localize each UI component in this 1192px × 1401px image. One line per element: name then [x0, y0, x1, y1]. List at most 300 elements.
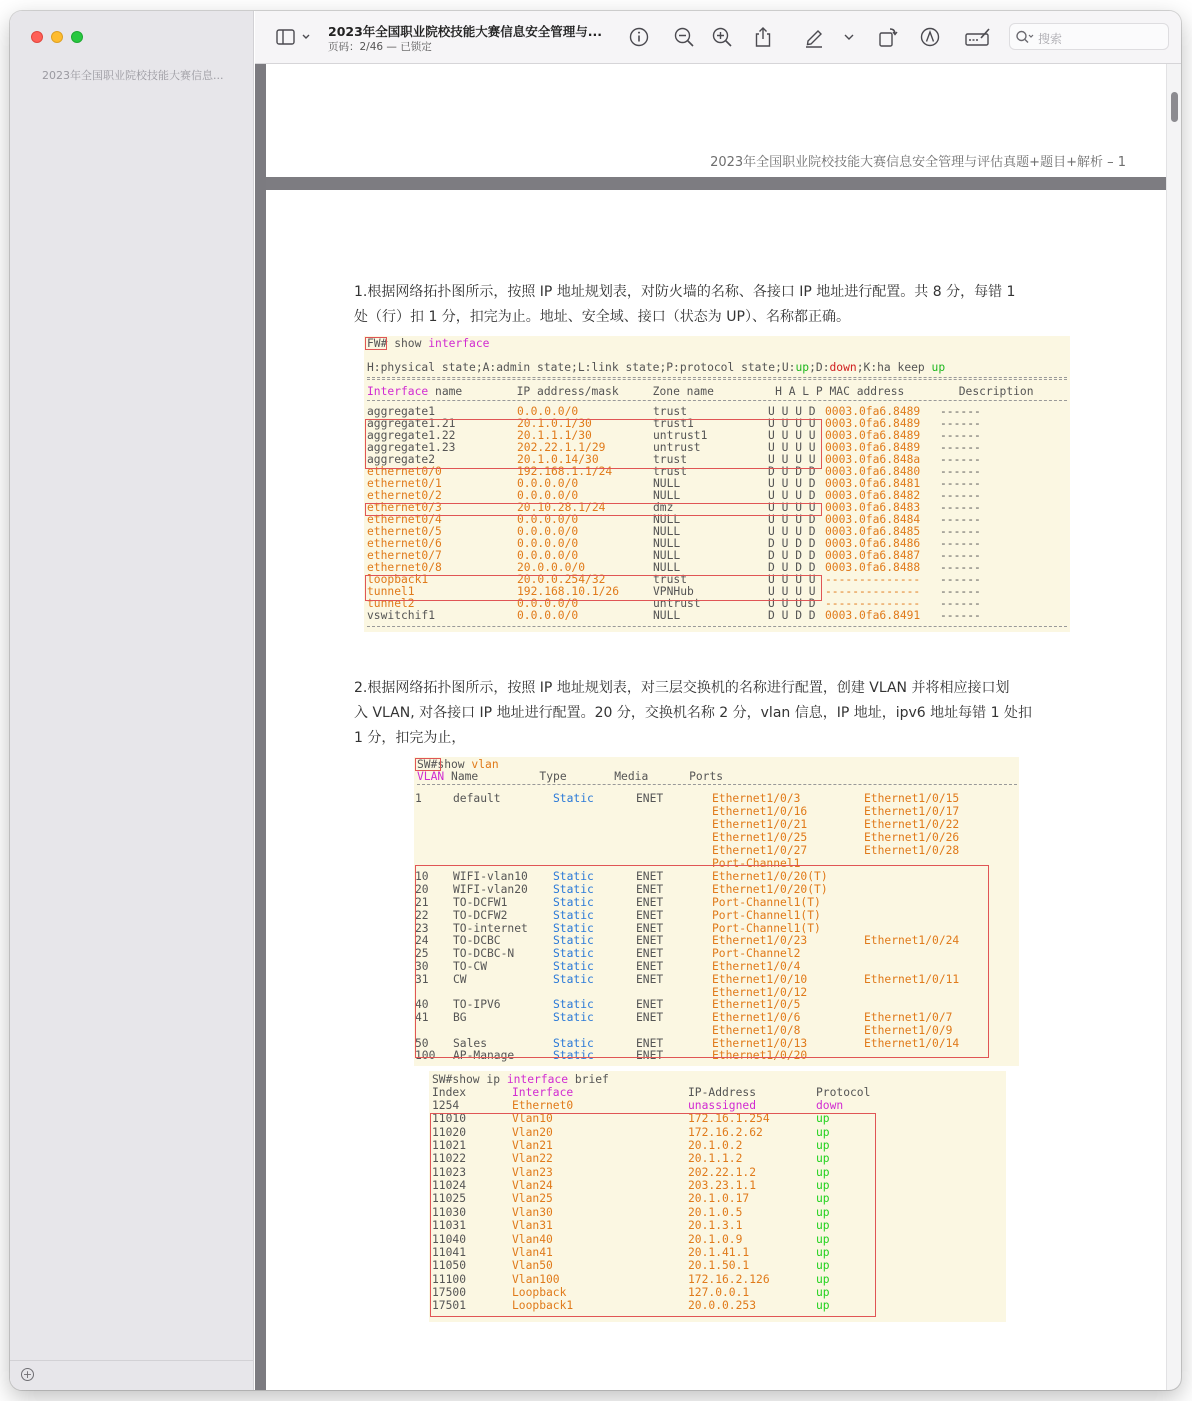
- table-cell: Ethernet1/0/23: [712, 934, 808, 947]
- table-cell: 30: [415, 960, 429, 973]
- table-cell: Port-Channel1: [712, 857, 801, 870]
- page-status: 页码：2/46 — 已锁定: [328, 41, 432, 53]
- fw-header-interface: Interface: [367, 385, 429, 398]
- table-cell: Static: [553, 960, 594, 973]
- table-cell: 172.16.2.62: [688, 1125, 763, 1139]
- table-cell: NULL: [653, 609, 681, 622]
- table-cell: TO-internet: [453, 922, 528, 935]
- table-cell: U U U U: [768, 453, 816, 466]
- table-cell: 20.1.0.17: [688, 1192, 750, 1206]
- table-cell: ethernet0/1: [367, 477, 442, 490]
- table-cell: ENET: [636, 960, 664, 973]
- close-window-button[interactable]: [31, 31, 43, 43]
- ipb-cmd-a: SW#show ip: [432, 1073, 507, 1086]
- table-cell: up: [816, 1259, 830, 1273]
- table-cell: untrust1: [653, 429, 708, 442]
- table-cell: ------: [940, 561, 981, 574]
- table-cell: Ethernet1/0/28: [864, 844, 960, 857]
- table-cell: 23: [415, 922, 429, 935]
- ipb-header-ip: IP-Address: [688, 1086, 757, 1099]
- table-cell: U U U U: [768, 441, 816, 454]
- scrollbar-thumb[interactable]: [1171, 92, 1178, 122]
- table-cell: 0.0.0.0/0: [517, 525, 579, 538]
- table-cell: ethernet0/8: [367, 561, 442, 574]
- table-cell: U U U D: [768, 405, 816, 418]
- table-cell: 31: [415, 973, 429, 986]
- table-cell: 20.10.28.1/24: [517, 501, 606, 514]
- question-2-line-1: 2.根据网络拓扑图所示，按照 IP 地址规划表，对三层交换机的名称进行配置，创建 VLAN 并将相应接口划: [354, 680, 1010, 696]
- table-cell: ------: [940, 441, 981, 454]
- table-cell: ------: [940, 573, 981, 586]
- table-cell: 25: [415, 947, 429, 960]
- table-cell: ENET: [636, 922, 664, 935]
- table-cell: 0.0.0.0/0: [517, 537, 579, 550]
- table-cell: ------: [940, 537, 981, 550]
- table-cell: 0003.0fa6.8489: [825, 405, 921, 418]
- table-cell: CW: [453, 973, 467, 986]
- table-cell: 20.1.3.1: [688, 1219, 743, 1233]
- table-cell: 0.0.0.0/0: [517, 609, 579, 622]
- table-cell: up: [816, 1192, 830, 1206]
- page-footer: 2023年全国职业院校技能大赛信息安全管理与评估真题+题目+解析 – 1: [710, 155, 1126, 170]
- table-cell: WIFI-vlan20: [453, 883, 528, 896]
- table-cell: 0003.0fa6.848a: [825, 453, 921, 466]
- table-cell: 20.1.41.1: [688, 1245, 750, 1259]
- table-cell: ethernet0/5: [367, 525, 442, 538]
- table-cell: down: [816, 1099, 844, 1112]
- table-cell: up: [816, 1299, 830, 1313]
- table-cell: 22: [415, 909, 429, 922]
- table-cell: trust: [653, 573, 688, 586]
- table-cell: D U D D: [768, 561, 816, 574]
- table-cell: Static: [553, 870, 594, 883]
- table-cell: --------------: [825, 597, 921, 610]
- table-cell: Ethernet1/0/5: [712, 998, 801, 1011]
- table-cell: 0003.0fa6.8486: [825, 537, 921, 550]
- table-cell: trust: [653, 453, 688, 466]
- table-cell: AP-Manage: [453, 1049, 515, 1062]
- table-cell: --------------: [825, 585, 921, 598]
- table-cell: ------: [940, 597, 981, 610]
- table-cell: 20.1.1.1/30: [517, 429, 592, 442]
- sign-form-icon[interactable]: [964, 26, 992, 48]
- table-cell: 11023: [432, 1165, 467, 1179]
- table-cell: ENET: [636, 998, 664, 1011]
- table-cell: ENET: [636, 792, 664, 805]
- table-cell: D U D D: [768, 537, 816, 550]
- page-2: [266, 190, 1166, 1390]
- table-cell: dmz: [653, 501, 674, 514]
- table-cell: untrust: [653, 597, 701, 610]
- table-cell: ENET: [636, 896, 664, 909]
- table-cell: 0003.0fa6.8489: [825, 441, 921, 454]
- sidebar-document-item[interactable]: 2023年全国职业院校技能大赛信息...: [42, 69, 224, 82]
- table-cell: unassigned: [688, 1099, 757, 1112]
- highlight-box: [430, 1113, 876, 1317]
- table-cell: aggregate1: [367, 405, 436, 418]
- table-cell: vswitchif1: [367, 609, 436, 622]
- table-cell: Ethernet1/0/21: [712, 818, 808, 831]
- question-2-line-3: 1 分，扣完为止，: [354, 730, 466, 746]
- ipb-header-index: Index: [432, 1086, 467, 1099]
- table-cell: Ethernet1/0/13: [712, 1037, 808, 1050]
- question-1-text: [354, 280, 1074, 330]
- fw-prompt: FW#: [367, 337, 388, 350]
- table-cell: ------: [940, 417, 981, 430]
- zoom-in-icon[interactable]: [711, 26, 733, 48]
- table-cell: 1254: [432, 1099, 460, 1112]
- table-cell: D U D D: [768, 549, 816, 562]
- table-cell: 0003.0fa6.8482: [825, 489, 921, 502]
- table-cell: --------------: [825, 573, 921, 586]
- table-cell: 50: [415, 1037, 429, 1050]
- table-cell: Vlan25: [512, 1192, 553, 1206]
- table-cell: up: [816, 1112, 830, 1126]
- fw-legend-up2: up: [931, 361, 946, 374]
- table-cell: 0.0.0.0/0: [517, 597, 579, 610]
- table-cell: ------: [940, 405, 981, 418]
- table-cell: 20.0.0.0/0: [517, 561, 586, 574]
- document-view[interactable]: [255, 64, 1181, 1390]
- table-cell: 20.1.0.1/30: [517, 417, 592, 430]
- vlan-header-vlan: VLAN: [417, 770, 445, 783]
- table-cell: Port-Channel2: [712, 947, 801, 960]
- table-cell: Ethernet1/0/20: [712, 1049, 808, 1062]
- table-cell: Static: [553, 1037, 594, 1050]
- table-cell: 100: [415, 1049, 436, 1062]
- page-gutter: [255, 64, 266, 1390]
- fw-legend-b: ;D:: [809, 361, 830, 374]
- table-cell: Ethernet1/0/10: [712, 973, 808, 986]
- zoom-out-icon[interactable]: [673, 26, 695, 48]
- table-cell: up: [816, 1125, 830, 1139]
- table-cell: Static: [553, 909, 594, 922]
- rotate-icon[interactable]: [877, 26, 899, 48]
- fw-legend-down: down: [829, 361, 857, 374]
- table-cell: 11020: [432, 1125, 467, 1139]
- highlight-box: [365, 337, 387, 350]
- table-cell: Vlan50: [512, 1259, 553, 1273]
- table-cell: U U U U: [768, 585, 816, 598]
- table-cell: Static: [553, 998, 594, 1011]
- table-cell: Port-Channel1(T): [712, 909, 821, 922]
- table-cell: 11022: [432, 1152, 467, 1166]
- table-cell: 41: [415, 1011, 429, 1024]
- table-cell: untrust: [653, 441, 701, 454]
- table-cell: Vlan20: [512, 1125, 553, 1139]
- table-cell: 11100: [432, 1272, 467, 1286]
- table-cell: trust: [653, 465, 688, 478]
- vlan-header: [417, 771, 723, 783]
- table-cell: NULL: [653, 513, 681, 526]
- table-cell: Sales: [453, 1037, 488, 1050]
- table-cell: trust1: [653, 417, 694, 430]
- fw-cmd-interface: interface: [428, 337, 490, 350]
- page-separator: [266, 177, 1166, 190]
- table-cell: 17501: [432, 1299, 467, 1313]
- table-cell: Ethernet1/0/17: [864, 805, 960, 818]
- table-cell: BG: [453, 1011, 467, 1024]
- table-cell: ------: [940, 549, 981, 562]
- table-cell: aggregate1.23: [367, 441, 456, 454]
- table-cell: Vlan21: [512, 1139, 553, 1153]
- table-cell: Ethernet1/0/26: [864, 831, 960, 844]
- table-cell: Static: [553, 1011, 594, 1024]
- table-cell: U U U U: [768, 429, 816, 442]
- table-cell: Static: [553, 973, 594, 986]
- table-cell: up: [816, 1165, 830, 1179]
- table-cell: ------: [940, 465, 981, 478]
- vlan-cmd: show: [437, 758, 472, 771]
- table-cell: default: [453, 792, 501, 805]
- page-1: [266, 64, 1166, 177]
- table-cell: 11021: [432, 1139, 467, 1153]
- fw-divider: [367, 400, 1067, 401]
- table-cell: aggregate2: [367, 453, 436, 466]
- table-cell: Static: [553, 896, 594, 909]
- table-cell: up: [816, 1179, 830, 1193]
- table-cell: 40: [415, 998, 429, 1011]
- ipb-command-line: [432, 1074, 609, 1086]
- fw-legend: [367, 362, 945, 374]
- highlight-box: [365, 419, 822, 469]
- fw-header: [367, 386, 1034, 398]
- table-cell: 0003.0fa6.8491: [825, 609, 921, 622]
- table-cell: Port-Channel1(T): [712, 922, 821, 935]
- fw-divider: [367, 626, 1067, 627]
- table-cell: Ethernet1/0/8: [712, 1024, 801, 1037]
- vlan-cmd-keyword: vlan: [471, 758, 499, 771]
- fw-cmd-show: show: [387, 337, 429, 350]
- table-cell: Ethernet1/0/14: [864, 1037, 960, 1050]
- share-icon[interactable]: [752, 26, 774, 48]
- vlan-divider: [417, 784, 1017, 785]
- ipb-header-protocol: Protocol: [816, 1086, 871, 1099]
- table-cell: U U U D: [768, 477, 816, 490]
- table-cell: 20.1.1.2: [688, 1152, 743, 1166]
- table-cell: Loopback: [512, 1285, 567, 1299]
- table-cell: Vlan23: [512, 1165, 553, 1179]
- question-1-line-1: 1.根据网络拓扑图所示，按照 IP 地址规划表，对防火墙的名称、各接口 IP 地址进行配置。共 8 分，每错 1: [354, 284, 1016, 300]
- table-cell: Ethernet1/0/11: [864, 973, 960, 986]
- table-cell: NULL: [653, 537, 681, 550]
- table-cell: 11030: [432, 1205, 467, 1219]
- table-cell: 11031: [432, 1219, 467, 1233]
- table-cell: ENET: [636, 973, 664, 986]
- table-cell: Static: [553, 947, 594, 960]
- table-cell: Ethernet1/0/27: [712, 844, 808, 857]
- table-cell: 0003.0fa6.8489: [825, 417, 921, 430]
- question-1-line-2: 处（行）扣 1 分，扣完为止。地址、安全域、接口（状态为 UP）、名称都正确。: [354, 309, 850, 325]
- table-cell: Vlan30: [512, 1205, 553, 1219]
- table-cell: 11041: [432, 1245, 467, 1259]
- table-cell: 20.1.50.1: [688, 1259, 750, 1273]
- search-placeholder: 搜索: [1038, 32, 1063, 46]
- table-cell: up: [816, 1272, 830, 1286]
- table-cell: 24: [415, 934, 429, 947]
- table-cell: Ethernet1/0/25: [712, 831, 808, 844]
- table-cell: trust: [653, 405, 688, 418]
- table-cell: U U U D: [768, 525, 816, 538]
- sidebar: [10, 11, 254, 1390]
- markup-pen-icon[interactable]: [803, 26, 825, 48]
- table-cell: ENET: [636, 870, 664, 883]
- table-cell: Vlan22: [512, 1152, 553, 1166]
- table-cell: 11040: [432, 1232, 467, 1246]
- table-cell: Vlan40: [512, 1232, 553, 1246]
- table-cell: Vlan10: [512, 1112, 553, 1126]
- table-cell: TO-DCFW1: [453, 896, 508, 909]
- zoom-window-button[interactable]: [71, 31, 83, 43]
- table-cell: U U U U: [768, 573, 816, 586]
- table-cell: 10: [415, 870, 429, 883]
- table-cell: ------: [940, 513, 981, 526]
- table-cell: U U U U: [768, 501, 816, 514]
- table-cell: 11050: [432, 1259, 467, 1273]
- table-cell: Ethernet1/0/15: [864, 792, 960, 805]
- table-cell: up: [816, 1232, 830, 1246]
- table-cell: Ethernet1/0/9: [864, 1024, 953, 1037]
- table-cell: Ethernet1/0/20(T): [712, 883, 828, 896]
- fw-divider: [367, 379, 1067, 380]
- table-cell: ------: [940, 525, 981, 538]
- table-cell: 20: [415, 883, 429, 896]
- switch-ip-brief-screenshot: [429, 1071, 1006, 1322]
- search-input[interactable]: [1009, 23, 1169, 50]
- table-cell: 11010: [432, 1112, 467, 1126]
- table-cell: Static: [553, 883, 594, 896]
- table-cell: 172.16.2.126: [688, 1272, 770, 1286]
- add-icon[interactable]: +: [22, 1368, 33, 1381]
- ipb-cmd-keyword: interface: [506, 1073, 569, 1086]
- table-cell: U U U D: [768, 513, 816, 526]
- table-cell: up: [816, 1245, 830, 1259]
- fw-legend-a: H:physical state;A:admin state;L:link state;P:protocol state;U:: [367, 361, 796, 374]
- table-cell: TO-DCFW2: [453, 909, 508, 922]
- table-cell: Ethernet1/0/22: [864, 818, 960, 831]
- sidebar-footer: [10, 1360, 254, 1390]
- table-cell: 202.22.1.2: [688, 1165, 757, 1179]
- table-cell: Ethernet0: [512, 1099, 574, 1112]
- table-cell: 0003.0fa6.8483: [825, 501, 921, 514]
- table-cell: ------: [940, 453, 981, 466]
- table-cell: 0.0.0.0/0: [517, 549, 579, 562]
- highlight-box: [415, 865, 989, 1058]
- table-cell: Static: [553, 934, 594, 947]
- highlight-icon[interactable]: [919, 26, 941, 48]
- table-cell: 127.0.0.1: [688, 1285, 750, 1299]
- table-cell: ENET: [636, 883, 664, 896]
- table-cell: 20.0.0.253: [688, 1299, 757, 1313]
- table-cell: Loopback1: [512, 1299, 574, 1313]
- table-cell: 203.23.1.1: [688, 1179, 757, 1193]
- toolbar: [255, 11, 1181, 64]
- document-title: 2023年全国职业院校技能大赛信息安全管理与...: [328, 24, 603, 39]
- table-cell: up: [816, 1139, 830, 1153]
- table-cell: ethernet0/4: [367, 513, 442, 526]
- table-cell: 20.1.0.5: [688, 1205, 743, 1219]
- table-cell: Port-Channel1(T): [712, 896, 821, 909]
- table-cell: Ethernet1/0/24: [864, 934, 960, 947]
- table-cell: ENET: [636, 909, 664, 922]
- table-cell: 1: [415, 792, 422, 805]
- table-cell: D U D D: [768, 465, 816, 478]
- table-cell: ethernet0/2: [367, 489, 442, 502]
- table-cell: ethernet0/3: [367, 501, 442, 514]
- table-cell: NULL: [653, 489, 681, 502]
- table-cell: Ethernet1/0/6: [712, 1011, 801, 1024]
- table-cell: Ethernet1/0/20(T): [712, 870, 828, 883]
- table-cell: 0003.0fa6.8481: [825, 477, 921, 490]
- table-cell: 0.0.0.0/0: [517, 489, 579, 502]
- table-cell: ENET: [636, 1011, 664, 1024]
- table-cell: Vlan41: [512, 1245, 553, 1259]
- fw-legend-up: up: [795, 361, 810, 374]
- table-cell: TO-DCBC-N: [453, 947, 515, 960]
- table-cell: aggregate1.22: [367, 429, 456, 442]
- table-cell: VPNHub: [653, 585, 694, 598]
- table-cell: ethernet0/0: [367, 465, 442, 478]
- table-cell: tunnel2: [367, 597, 415, 610]
- table-cell: U U U D: [768, 489, 816, 502]
- table-cell: 0003.0fa6.8489: [825, 429, 921, 442]
- table-cell: ENET: [636, 1037, 664, 1050]
- info-icon[interactable]: [628, 26, 650, 48]
- table-cell: TO-IPV6: [453, 998, 501, 1011]
- table-cell: tunnel1: [367, 585, 415, 598]
- table-cell: Ethernet1/0/7: [864, 1011, 953, 1024]
- chevron-down-icon[interactable]: [842, 26, 856, 48]
- table-cell: Ethernet1/0/12: [712, 986, 808, 999]
- ipb-cmd-b: brief: [568, 1073, 609, 1086]
- table-cell: up: [816, 1205, 830, 1219]
- table-cell: TO-CW: [453, 960, 488, 973]
- table-cell: ------: [940, 609, 981, 622]
- table-cell: 20.1.0.2: [688, 1139, 743, 1153]
- table-cell: Ethernet1/0/16: [712, 805, 808, 818]
- table-cell: 0.0.0.0/0: [517, 405, 579, 418]
- table-cell: NULL: [653, 561, 681, 574]
- table-cell: ------: [940, 585, 981, 598]
- vertical-scrollbar[interactable]: [1166, 64, 1181, 1390]
- table-cell: 0.0.0.0/0: [517, 513, 579, 526]
- table-cell: ENET: [636, 934, 664, 947]
- table-cell: 0003.0fa6.8484: [825, 513, 921, 526]
- table-cell: ------: [940, 477, 981, 490]
- table-cell: 20.1.0.14/30: [517, 453, 599, 466]
- sidebar-toggle-icon[interactable]: [275, 26, 315, 48]
- fw-legend-c: ;K:ha keep: [856, 361, 932, 374]
- table-cell: ------: [940, 501, 981, 514]
- table-cell: Ethernet1/0/4: [712, 960, 801, 973]
- table-cell: Vlan24: [512, 1179, 553, 1193]
- table-cell: up: [816, 1219, 830, 1233]
- table-cell: 11025: [432, 1192, 467, 1206]
- table-cell: ethernet0/6: [367, 537, 442, 550]
- highlight-box: [365, 575, 822, 601]
- table-cell: aggregate1.21: [367, 417, 456, 430]
- table-cell: up: [816, 1152, 830, 1166]
- firewall-interface-screenshot: [364, 336, 1070, 632]
- table-cell: ENET: [636, 947, 664, 960]
- table-cell: 20.0.0.254/32: [517, 573, 606, 586]
- switch-vlan-screenshot: [414, 757, 1019, 1066]
- highlight-box: [365, 503, 822, 516]
- search-icon: [1015, 29, 1035, 45]
- minimize-window-button[interactable]: [51, 31, 63, 43]
- question-2-line-2: 入 VLAN, 对各接口 IP 地址进行配置。20 分，交换机名称 2 分，vlan 信息，IP 地址，ipv6 地址每错 1 处扣: [354, 705, 1032, 721]
- table-cell: 0003.0fa6.8480: [825, 465, 921, 478]
